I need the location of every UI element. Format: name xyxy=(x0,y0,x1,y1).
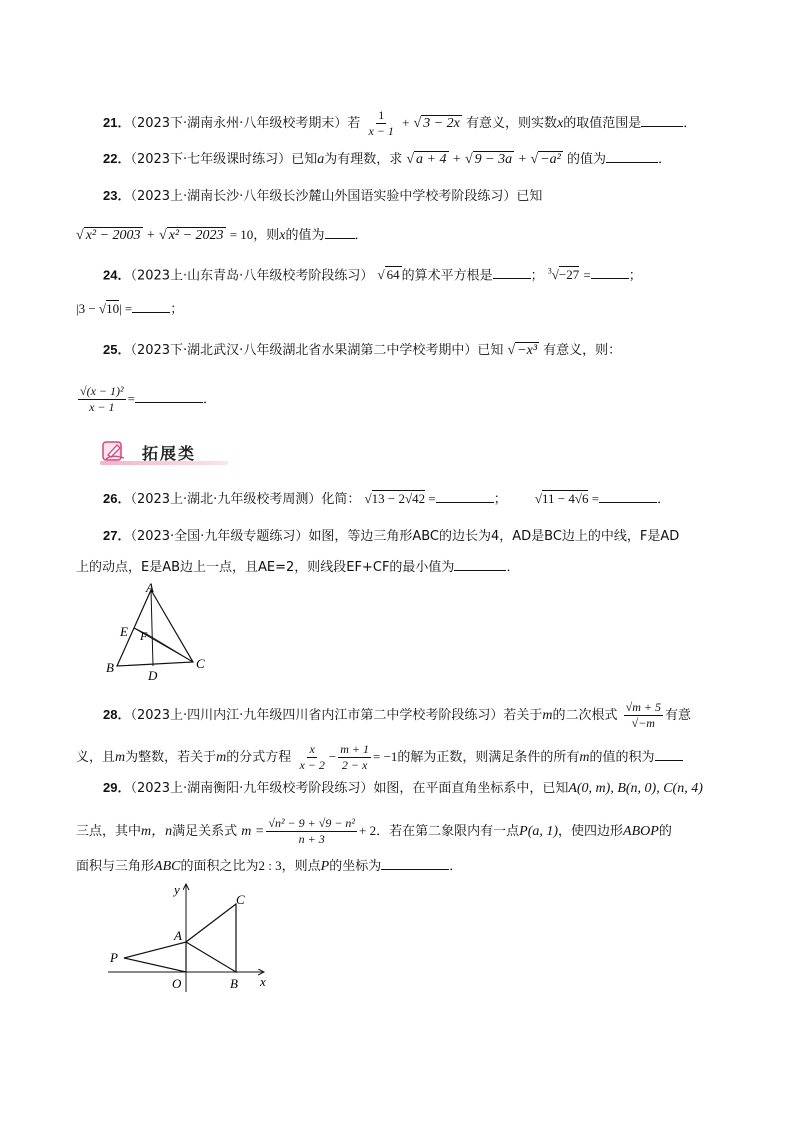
q21-text-b: 有意义，则实数 xyxy=(466,116,558,131)
q25-text-b: 有意义，则： xyxy=(543,343,622,358)
q21-number: 21． xyxy=(103,115,131,130)
axis-label-y: y xyxy=(174,882,180,897)
q25-fraction: $\frac{\text{√(x − 1)²}}{x - 1}$ xyxy=(80,384,124,414)
q28-line2-c: 的分式方程 xyxy=(226,750,292,765)
q28-line2-a: 义，且 xyxy=(76,750,116,765)
question-24 xyxy=(103,262,642,286)
q29-line3-a: 面积与三角形 xyxy=(76,859,155,874)
q26-text-a: 化简： xyxy=(321,492,361,507)
q28-answer-blank[interactable] xyxy=(655,746,683,761)
question-25 xyxy=(103,340,621,361)
label-F: F xyxy=(140,629,148,643)
q29-point-P: P(a, 1) xyxy=(519,824,559,839)
label-C: C xyxy=(196,656,205,671)
q24-answer-blank-3[interactable] xyxy=(132,298,170,313)
q26-answer-blank-1[interactable] xyxy=(436,488,494,503)
question-29-line2: 三点，其中m，n满足关系式 m = $\frac{\text{√n² − 9 + √9 − n²}}{n + 3}$ + 2．若在第二象限内有一点P(a, 1)，使四边形ABOP的 xyxy=(76,816,672,846)
q22-text-a: 已知 xyxy=(291,152,318,167)
q26-number: 26． xyxy=(103,491,131,506)
q27-answer-blank[interactable] xyxy=(454,556,506,571)
question-24-line2 xyxy=(76,298,183,320)
q29-coordinate-figure xyxy=(100,880,280,1000)
q26-expr-2: √11 − 4√6 = xyxy=(534,491,600,506)
q28-var-2: m xyxy=(115,750,126,765)
q28-var-4: m xyxy=(579,750,590,765)
q29-ratio: 2 : 3 xyxy=(258,858,282,873)
question-27 xyxy=(103,526,679,547)
q28-var: m xyxy=(542,708,553,723)
q23-var: x xyxy=(279,228,286,243)
q22-expression: √ a + 4 + √ 9 − 3a + √ −a² xyxy=(406,152,561,167)
q28-text-a: 若关于 xyxy=(503,708,543,723)
q22-answer-blank[interactable] xyxy=(606,148,658,163)
q29-end: ． xyxy=(449,859,463,874)
q29-coords: A(0, m), B(n, 0), C(n, 4) xyxy=(568,781,703,796)
q28-text-b: 的二次根式 xyxy=(552,708,618,723)
label-C: C xyxy=(236,892,245,907)
q29-source: （2023上·湖南衡阳·九年级校考阶段练习） xyxy=(130,781,374,796)
q24-text-a: 的算术平方根是 xyxy=(401,268,493,284)
question-28-line2: 义，且m为整数，若关于m的分式方程 $\frac{x}{x - 2}$ − $\frac{m + 1}{2 - x}$ = −1的解为正数，则满足条件的所有m的值的积为 xyxy=(76,742,683,773)
q28-line2-b: 为整数，若关于 xyxy=(125,750,217,765)
q28-source: （2023上·四川内江·九年级四川省内江市第二中学校考阶段练习） xyxy=(130,708,504,723)
label-A: A xyxy=(146,582,154,595)
q24-sqrt64: √ 64 xyxy=(377,267,400,283)
question-27-line2 xyxy=(76,556,519,578)
q21-text-a: 若 xyxy=(347,116,361,131)
question-26 xyxy=(103,488,670,510)
q29-line2-e: 的 xyxy=(658,824,672,839)
section-header-extension xyxy=(100,438,230,468)
label-B: B xyxy=(106,660,114,675)
q27-triangle-figure xyxy=(100,582,220,682)
q26-source: （2023上·湖北·九年级校考周测） xyxy=(130,492,322,507)
question-25-line2: $\frac{\text{√(x − 1)²}}{x - 1}$ = ． xyxy=(80,384,216,414)
q28-line2-e: 的值的积为 xyxy=(589,750,655,765)
q25-sqrt: √ −x³ xyxy=(507,343,538,358)
q24-number: 24． xyxy=(103,267,131,283)
q29-mn: m，n xyxy=(141,824,173,839)
q24-eq: = xyxy=(583,267,591,283)
q23-text-c: 的值为 xyxy=(285,228,325,243)
q23-number: 23． xyxy=(103,188,131,203)
question-28 xyxy=(103,700,691,731)
question-29-line3 xyxy=(76,855,462,877)
q26-answer-blank-2[interactable] xyxy=(599,488,657,503)
q22-source: （2023下·七年级课时练习） xyxy=(130,152,292,167)
q25-answer-blank[interactable] xyxy=(135,388,203,403)
q23-expression: √ x² − 2003 + √ x² − 2023 xyxy=(76,228,224,243)
q28-var-3: m xyxy=(216,750,227,765)
q24-semi-2: ； xyxy=(170,302,184,317)
q29-line2-c: ．若在第二象限内有一点 xyxy=(376,824,520,839)
q21-source: （2023下·湖南永州·八年级校考期末） xyxy=(130,116,348,131)
q24-semi: ； xyxy=(628,268,642,284)
q23-source: （2023上·湖南长沙·八年级长沙麓山外国语实验中学校考阶段练习） xyxy=(130,189,517,204)
q21-end: ． xyxy=(683,116,697,131)
q25-end: ． xyxy=(202,392,216,407)
q23-end: ． xyxy=(354,228,368,243)
q23-eq: = 10 xyxy=(229,227,254,242)
q24-answer-blank-2[interactable] xyxy=(591,264,629,279)
q24-abs-expression: |3 − √10| = xyxy=(76,301,133,316)
label-A: A xyxy=(174,928,182,943)
q24-source: （2023上·山东青岛·八年级校考阶段练习） xyxy=(130,268,374,284)
q22-text-b: 为有理数，求 xyxy=(324,152,403,167)
q21-sqrt: √ 3 − 2x xyxy=(413,116,460,131)
q27-source: （2023·全国·九年级专题练习） xyxy=(130,529,309,544)
question-21: 21．（2023下·湖南永州·八年级校考期末）若 $\frac{1}{x - 1}$ + √ 3 − 2x 有意义，则实数x的取值范围是 ． xyxy=(103,108,697,138)
q29-ABC: ABC xyxy=(154,859,181,874)
q28-radical-fraction: $\frac{√m + 5}{√-m}$ xyxy=(625,700,661,730)
question-23 xyxy=(103,186,542,207)
question-23-line2 xyxy=(76,224,368,246)
section-title: 拓展类 xyxy=(142,444,197,463)
q21-text-c: 的取值范围是 xyxy=(563,116,642,131)
q26-expr-1: √13 − 2√42 = xyxy=(364,491,436,506)
q27-end: ． xyxy=(506,560,520,575)
label-P: P xyxy=(110,950,118,965)
q29-number: 29． xyxy=(103,780,131,795)
q29-line3-b: 的面积之比为 xyxy=(180,859,259,874)
q23-text-a: 已知 xyxy=(516,189,543,204)
q21-answer-blank[interactable] xyxy=(641,112,683,127)
label-O: O xyxy=(172,976,182,991)
q29-line2-b: 满足关系式 xyxy=(172,824,238,839)
label-B: B xyxy=(230,976,238,991)
q29-line2-d: ，使四边形 xyxy=(558,824,624,839)
q25-text-a: 已知 xyxy=(477,343,504,358)
q29-ABOP: ABOP xyxy=(623,824,659,839)
q21-var: x xyxy=(557,116,564,131)
q24-cuberoot: $^3$√−27 xyxy=(547,267,580,283)
q29-answer-blank[interactable] xyxy=(381,855,449,870)
q29-line2-a: 三点，其中 xyxy=(76,824,142,839)
q22-end: ． xyxy=(658,152,672,167)
q22-number: 22． xyxy=(103,151,131,166)
q27-number: 27． xyxy=(103,528,131,543)
q29-line1: 如图，在平面直角坐标系中，已知 xyxy=(373,781,569,796)
q26-end: ． xyxy=(657,492,671,507)
q29-fraction: $\frac{\text{√n² − 9 + √9 − n²}}{n + 3}$ xyxy=(268,816,356,846)
q24-sep: ； xyxy=(530,268,544,284)
question-29 xyxy=(103,778,703,799)
q28-text-c: 有意 xyxy=(664,708,691,723)
q25-source: （2023下·湖北武汉·八年级湖北省水果湖第二中学校考期中） xyxy=(130,343,478,358)
q25-number: 25． xyxy=(103,342,131,357)
q22-text-c: 的值为 xyxy=(567,152,607,167)
label-E: E xyxy=(120,624,128,639)
q26-semi: ； xyxy=(493,492,507,507)
axis-label-x: x xyxy=(260,974,266,989)
q23-answer-blank[interactable] xyxy=(325,224,355,239)
q29-line3-c: ，则点 xyxy=(281,859,321,874)
q29-P: P xyxy=(320,859,330,874)
q21-fraction: $\frac{1}{x - 1}$ xyxy=(368,108,394,138)
label-D: D xyxy=(148,668,158,682)
q23-text-b: ，则 xyxy=(253,228,280,243)
q24-answer-blank-1[interactable] xyxy=(493,264,531,279)
question-22 xyxy=(103,148,671,170)
q28-frac-1: $\frac{x}{x - 2}$ xyxy=(299,742,325,772)
q29-line3-d: 的坐标为 xyxy=(329,859,382,874)
q28-frac-2: $\frac{m + 1}{2 - x}$ xyxy=(340,742,369,772)
q27-line1: 如图，等边三角形ABC的边长为4，AD是BC边上的中线，F是AD xyxy=(308,529,680,544)
q22-var: a xyxy=(317,152,325,167)
q28-number: 28． xyxy=(103,707,131,722)
pen-book-icon xyxy=(102,440,126,462)
q28-line2-d: 的解为正数，则满足条件的所有 xyxy=(397,750,580,765)
q27-line2: 上的动点，E是AB边上一点，且AE=2，则线段EF+CF的最小值为 xyxy=(76,560,455,575)
